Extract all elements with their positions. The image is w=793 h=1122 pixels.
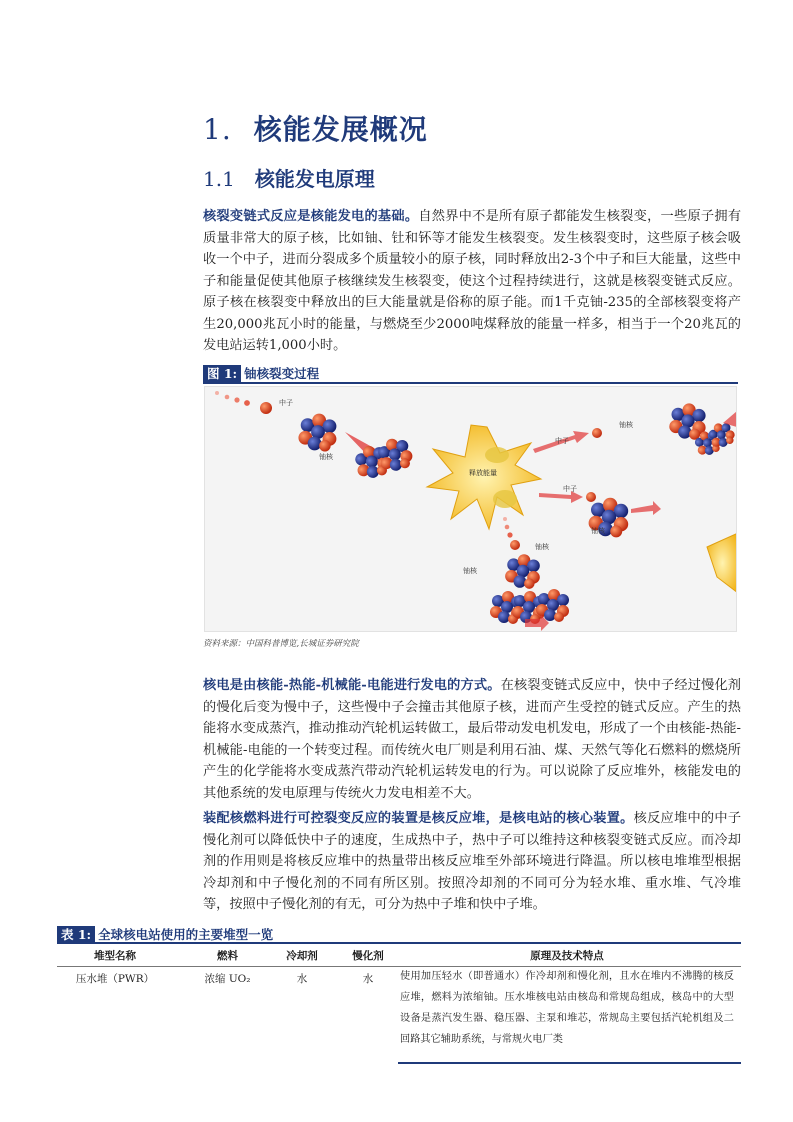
- paragraph-lead: 核裂变链式反应是核能发电的基础。: [203, 209, 419, 224]
- table-title: 全球核电站使用的主要堆型一览: [98, 927, 274, 942]
- subsection-title: 核能发电原理: [254, 167, 375, 191]
- paragraph-body: 在核裂变链式反应中，快中子经过慢化剂的慢化后变为慢中子，这些慢中子会撞击其他原子核，进而产生受控的链式反应。产生的热能将水变成蒸汽，推动推动汽轮机运转做工，最后带动发电机发电，形成了一个由核能-热能-机械能-电能的一个转变过程。而传统火电厂则是利用石油、煤、天然气等化石燃料的燃烧所产生的化学能将水变成蒸汽带动汽轮机运转发电的行为。可以说除了反应堆外，核能发电的其他系统的发电原理与传统火力发电相差不大。: [203, 678, 741, 801]
- paragraph-body: 自然界中不是所有原子都能发生核裂变，一些原子拥有质量非常大的原子核，比如铀、钍和钚等才能发生核裂变。发生核裂变时，这些原子核会吸收一个中子，进而分裂成多个质量较小的原子核，同时释放出2-3个中子和巨大能量，这些中子和能量促使其他原子核继续发生核裂变，使这个过程持续进行，这就是核裂变链式反应。原子核在核裂变中释放出的巨大能量就是俗称的原子能。而1千克铀-235的全部核裂变将产生20,000兆瓦小时的能量，与燃烧至少2000吨煤释放的能量一样多，相当于一个20兆瓦的发电站运转1,000小时。: [203, 209, 742, 353]
- column-header: 堆型名称: [94, 950, 136, 962]
- label-neutron: 中子: [563, 485, 577, 493]
- subsection-heading: [203, 163, 375, 192]
- neutron-trail: [503, 517, 513, 538]
- uranium-nucleus: [505, 554, 540, 589]
- column-header: 原理及技术特点: [530, 950, 604, 962]
- section-heading: [203, 108, 428, 148]
- energy-burst: [427, 425, 541, 529]
- neutron-particle: [592, 428, 602, 438]
- cell-reactor-type: 压水堆（PWR）: [75, 973, 155, 985]
- table-caption: [57, 925, 741, 944]
- paragraph-reactor: [203, 808, 741, 916]
- paragraph-body: 核反应堆中的中子慢化剂可以降低快中子的速度，生成热中子，热中子可以维持这种核裂变链式反应。而冷却剂的作用则是将核反应堆中的热量带出核反应堆至外部环境进行降温。所以核电堆堆型根据冷却剂和中子慢化剂的不同有所区别。按照冷却剂的不同可分为轻水堆、重水堆、气冷堆等，按照中子慢化剂的有无，可分为热中子堆和快中子堆。: [203, 811, 742, 912]
- paragraph-chain-reaction: [203, 206, 741, 357]
- deformed-nucleus: [490, 589, 569, 624]
- column-header: 冷却剂: [286, 950, 318, 962]
- fission-diagram-svg: [205, 387, 737, 632]
- neutron-trail: [215, 391, 250, 406]
- figure-title: 铀核裂变过程: [244, 366, 320, 381]
- uranium-nucleus: [669, 403, 705, 439]
- deformed-nucleus: [350, 432, 416, 486]
- neutron-particle: [586, 492, 596, 502]
- figure-source: 资料来源：中国科普博览,长城证券研究院: [203, 639, 359, 649]
- table-tag: 表 1:: [57, 926, 95, 943]
- cell-coolant: 水: [296, 973, 308, 985]
- figure-caption: [203, 364, 738, 384]
- label-energy: 释放能量: [469, 469, 497, 477]
- energy-burst: [707, 533, 737, 593]
- page-footer-rule: [398, 1062, 741, 1064]
- cell-fuel: 浓缩 UO₂: [204, 973, 251, 985]
- cell-features: 使用加压轻水（即普通水）作冷却剂和慢化剂，且水在堆内不沸腾的核反应堆，燃料为浓缩铀。压水堆核电站由核岛和常规岛组成，核岛中的大型设备是蒸汽发生器、稳压器、主泵和堆芯，常规岛主要包括汽轮机组及二回路其它辅助系统，与常规火电厂类: [400, 971, 734, 1045]
- figure-tag: 图 1:: [203, 365, 241, 382]
- label-neutron: 中子: [555, 437, 569, 445]
- label-neutron: 中子: [279, 399, 293, 407]
- neutron-particle: [260, 402, 272, 414]
- paragraph-lead: 装配核燃料进行可控裂变反应的装置是核反应堆，是核电站的核心装置。: [203, 811, 634, 826]
- neutron-particle: [510, 540, 520, 550]
- label-uranium: 铀核: [463, 567, 477, 575]
- label-uranium: 铀核: [591, 527, 605, 535]
- label-uranium: 铀核: [619, 421, 633, 429]
- paragraph-lead: 核电是由核能-热能-机械能-电能进行发电的方式。: [203, 678, 501, 693]
- uranium-nucleus: [298, 414, 336, 452]
- arrow: [631, 501, 661, 515]
- section-title: 核能发展概况: [253, 113, 428, 146]
- column-header: 燃料: [217, 950, 238, 962]
- label-uranium: 铀核: [319, 453, 333, 461]
- label-uranium: 铀核: [535, 543, 549, 551]
- subsection-number: 1.1: [203, 167, 235, 191]
- cell-moderator: 水: [362, 973, 374, 985]
- column-header: 慢化剂: [352, 950, 384, 962]
- paragraph-power-generation: [203, 675, 741, 804]
- section-number: 1.: [203, 113, 232, 146]
- fission-diagram: [204, 386, 737, 632]
